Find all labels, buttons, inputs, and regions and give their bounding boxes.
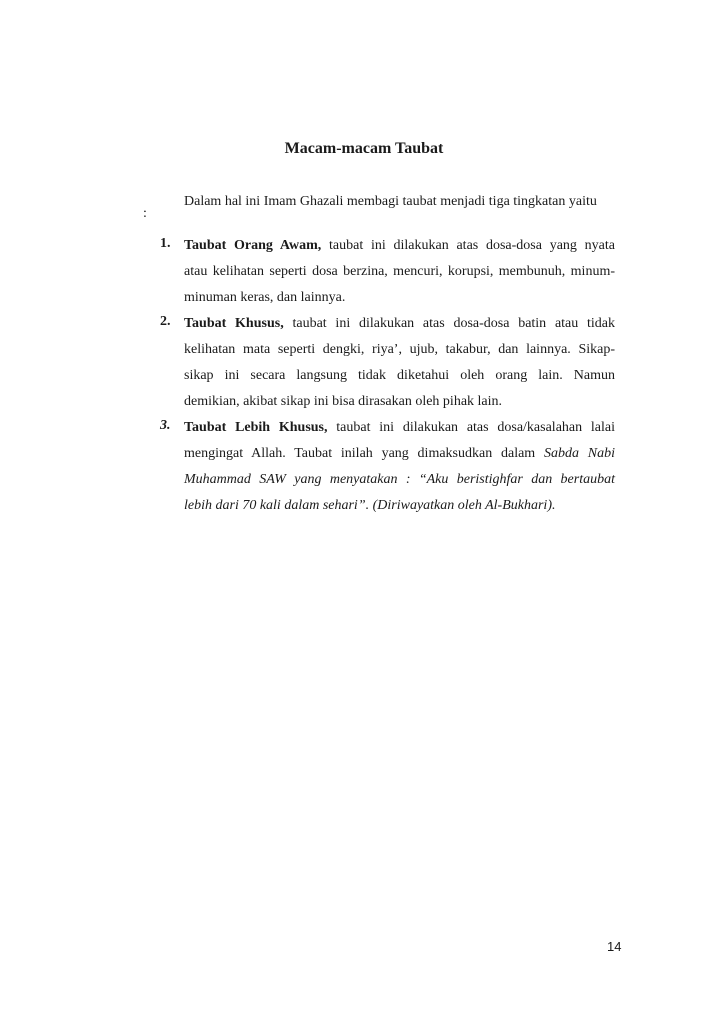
item-line: [184, 444, 615, 470]
item-text: taubat ini dilakukan atas dosa-dosa batin atau tidak: [283, 316, 616, 331]
item-text: taubat ini dilakukan atas dosa/kasalahan lalai: [327, 420, 615, 435]
item-line: [184, 314, 615, 340]
page-number: 14: [607, 939, 622, 954]
intro-paragraph: Dalam hal ini Imam Ghazali membagi taubat menjadi tiga tingkatan yaitu: [184, 194, 597, 209]
item-line: [184, 236, 615, 262]
item-text: taubat ini dilakukan atas dosa-dosa yang nyata: [321, 238, 616, 253]
item-number: 1.: [160, 236, 171, 251]
item-line: lebih dari 70 kali dalam sehari”. (Diriwayatkan oleh Al-Bukhari).: [184, 498, 556, 513]
item-line: kelihatan mata seperti dengki, riya’, ujub, takabur, dan lainnya. Sikap-: [184, 342, 615, 357]
list-item: [160, 236, 615, 314]
item-italic-text: Sabda Nabi: [543, 446, 615, 461]
item-number: 3.: [160, 418, 171, 433]
item-line: atau kelihatan seperti dosa berzina, mencuri, korupsi, membunuh, minum-: [184, 264, 615, 279]
item-line: Muhammad SAW yang menyatakan : “Aku beristighfar dan bertaubat: [184, 472, 615, 487]
taubat-list: [160, 236, 615, 522]
item-text: mengingat Allah. Taubat inilah yang dimaksudkan dalam: [184, 446, 544, 461]
item-heading: Taubat Khusus,: [184, 316, 284, 331]
item-number: 2.: [160, 314, 171, 329]
list-item: [160, 314, 615, 418]
item-heading: Taubat Lebih Khusus,: [184, 420, 328, 435]
item-line: sikap ini secara langsung tidak diketahui oleh orang lain. Namun: [184, 368, 615, 383]
list-item: [160, 418, 615, 522]
item-heading: Taubat Orang Awam,: [184, 238, 322, 253]
item-line: [184, 418, 615, 444]
page-title: Macam-macam Taubat: [284, 140, 444, 157]
item-line: demikian, akibat sikap ini bisa dirasakan oleh pihak lain.: [184, 394, 503, 409]
intro-colon: :: [143, 206, 147, 221]
item-line: minuman keras, dan lainnya.: [184, 290, 346, 305]
